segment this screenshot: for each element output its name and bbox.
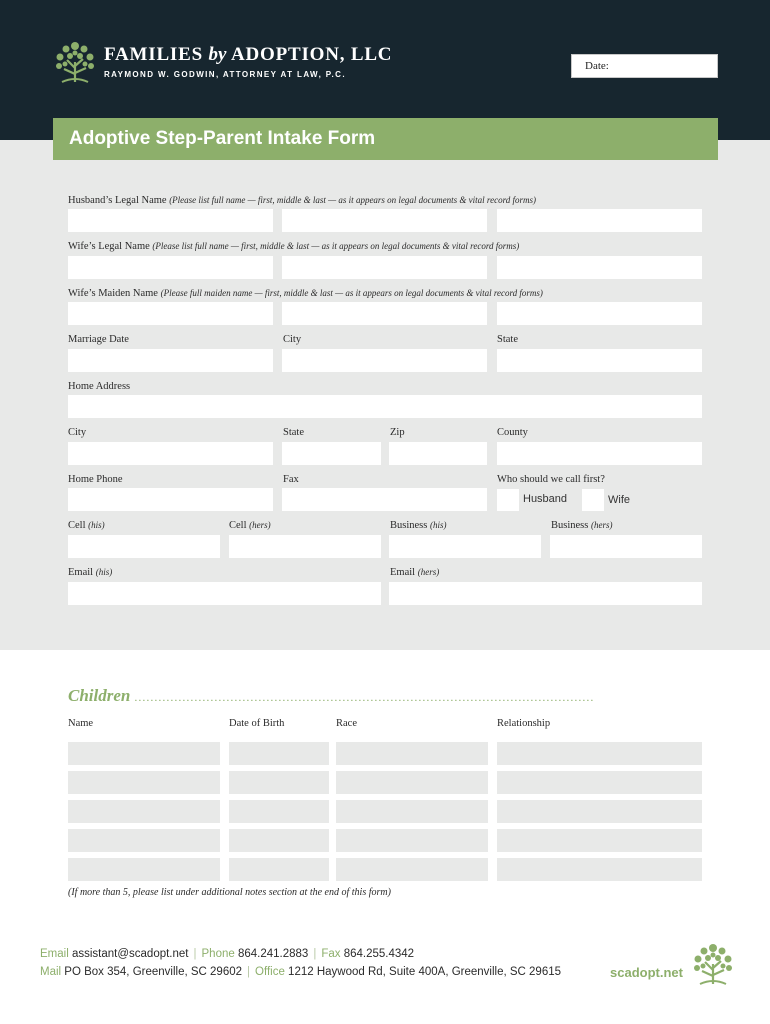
business-hers-field[interactable] [550,535,702,558]
marriage-state-label: State [497,334,518,345]
footer-address-line: Mail PO Box 354, Greenville, SC 29602 | Office 1212 Haywood Rd, Suite 400A, Greenville, SC 29615 [40,966,562,978]
call-first-husband-checkbox[interactable] [497,489,519,511]
maiden-last-name-field[interactable] [497,302,702,325]
cell-hers-field[interactable] [229,535,381,558]
footer-office-value: 1212 Haywood Rd, Suite 400A, Greenville, SC 29615 [288,966,562,978]
maiden-name-label: Wife’s Maiden Name (Please full maiden name — first, middle & last — as it appears on legal documents & vital record forms) [68,288,543,299]
child-dob-field[interactable] [229,800,329,823]
date-label: Date: [585,60,609,72]
form-title: Adoptive Step-Parent Intake Form [69,128,376,149]
child-name-field[interactable] [68,800,220,823]
maiden-first-name-field[interactable] [68,302,273,325]
cell-his-label: Cell (his) [68,520,105,531]
call-first-label: Who should we call first? [497,474,605,485]
maiden-middle-name-field[interactable] [282,302,487,325]
footer-phone-key: Phone [201,948,235,960]
call-first-husband-label: Husband [523,493,568,505]
date-field[interactable] [571,54,718,78]
children-col-name: Name [68,718,94,729]
company-name: FAMILIES by ADOPTION, LLC [104,44,393,65]
business-his-field[interactable] [389,535,541,558]
county-label: County [497,427,528,438]
husband-name-label: Husband’s Legal Name (Please list full name — first, middle & last — as it appears on legal documents & vital record forms) [68,195,536,206]
city-field[interactable] [68,442,273,465]
fax-field[interactable] [282,488,487,511]
marriage-date-field[interactable] [68,349,273,372]
fax-label: Fax [283,474,299,485]
husband-last-name-field[interactable] [497,209,702,232]
child-relationship-field[interactable] [497,800,702,823]
company-subtitle: RAYMOND W. GODWIN, ATTORNEY AT LAW, P.C. [104,70,346,79]
tree-logo-footer-icon [690,940,736,986]
marriage-state-field[interactable] [497,349,702,372]
cell-his-field[interactable] [68,535,220,558]
footer-contact-line: Email assistant@scadopt.net | Phone 864.241.2883 | Fax 864.255.4342 [40,948,415,960]
child-dob-field[interactable] [229,742,329,765]
child-name-field[interactable] [68,829,220,852]
marriage-city-label: City [283,334,302,345]
state-field[interactable] [282,442,381,465]
zip-label: Zip [390,427,405,438]
wife-middle-name-field[interactable] [282,256,487,279]
form-title-bar [53,118,718,160]
child-name-field[interactable] [68,742,220,765]
child-dob-field[interactable] [229,858,329,881]
child-relationship-field[interactable] [497,771,702,794]
home-phone-field[interactable] [68,488,273,511]
call-first-wife-label: Wife [608,494,630,506]
child-race-field[interactable] [336,858,488,881]
wife-last-name-field[interactable] [497,256,702,279]
child-relationship-field[interactable] [497,742,702,765]
child-race-field[interactable] [336,771,488,794]
home-address-label: Home Address [68,381,131,392]
child-name-field[interactable] [68,771,220,794]
child-race-field[interactable] [336,742,488,765]
children-overflow-note: (If more than 5, please list under additional notes section at the end of this form) [68,887,391,898]
child-name-field[interactable] [68,858,220,881]
call-first-wife-checkbox[interactable] [582,489,604,511]
cell-hers-label: Cell (hers) [229,520,271,531]
home-address-field[interactable] [68,395,702,418]
child-relationship-field[interactable] [497,829,702,852]
husband-first-name-field[interactable] [68,209,273,232]
email-his-field[interactable] [68,582,381,605]
children-section-title: Children ................................................................................................................... [68,686,595,705]
county-field[interactable] [497,442,702,465]
state-label: State [283,427,304,438]
child-dob-field[interactable] [229,829,329,852]
footer-office-key: Office [255,966,285,978]
child-race-field[interactable] [336,829,488,852]
email-hers-label: Email (hers) [390,567,440,578]
husband-middle-name-field[interactable] [282,209,487,232]
footer-phone-value: 864.241.2883 [237,948,309,960]
tree-logo-icon [52,38,98,84]
wife-name-label: Wife’s Legal Name (Please list full name — first, middle & last — as it appears on legal documents & vital record forms) [68,241,520,252]
business-hers-label: Business (hers) [551,520,613,531]
footer-email-key: Email [40,948,69,960]
child-race-field[interactable] [336,800,488,823]
footer-mail-value: PO Box 354, Greenville, SC 29602 [64,966,243,978]
footer-fax-key: Fax [321,948,341,960]
child-dob-field[interactable] [229,771,329,794]
city-label: City [68,427,87,438]
children-col-race: Race [336,718,357,729]
footer-mail-key: Mail [40,966,62,978]
business-his-label: Business (his) [390,520,447,531]
child-relationship-field[interactable] [497,858,702,881]
wife-first-name-field[interactable] [68,256,273,279]
email-hers-field[interactable] [389,582,702,605]
footer-fax-value: 864.255.4342 [343,948,415,960]
marriage-city-field[interactable] [282,349,487,372]
marriage-date-label: Marriage Date [68,334,129,345]
zip-field[interactable] [389,442,487,465]
children-col-relationship: Relationship [497,718,551,729]
footer-email-link[interactable]: assistant@scadopt.net [71,948,189,960]
email-his-label: Email (his) [68,567,113,578]
footer-website-link[interactable]: scadopt.net [610,965,683,980]
children-col-dob: Date of Birth [229,718,285,729]
home-phone-label: Home Phone [68,474,123,485]
